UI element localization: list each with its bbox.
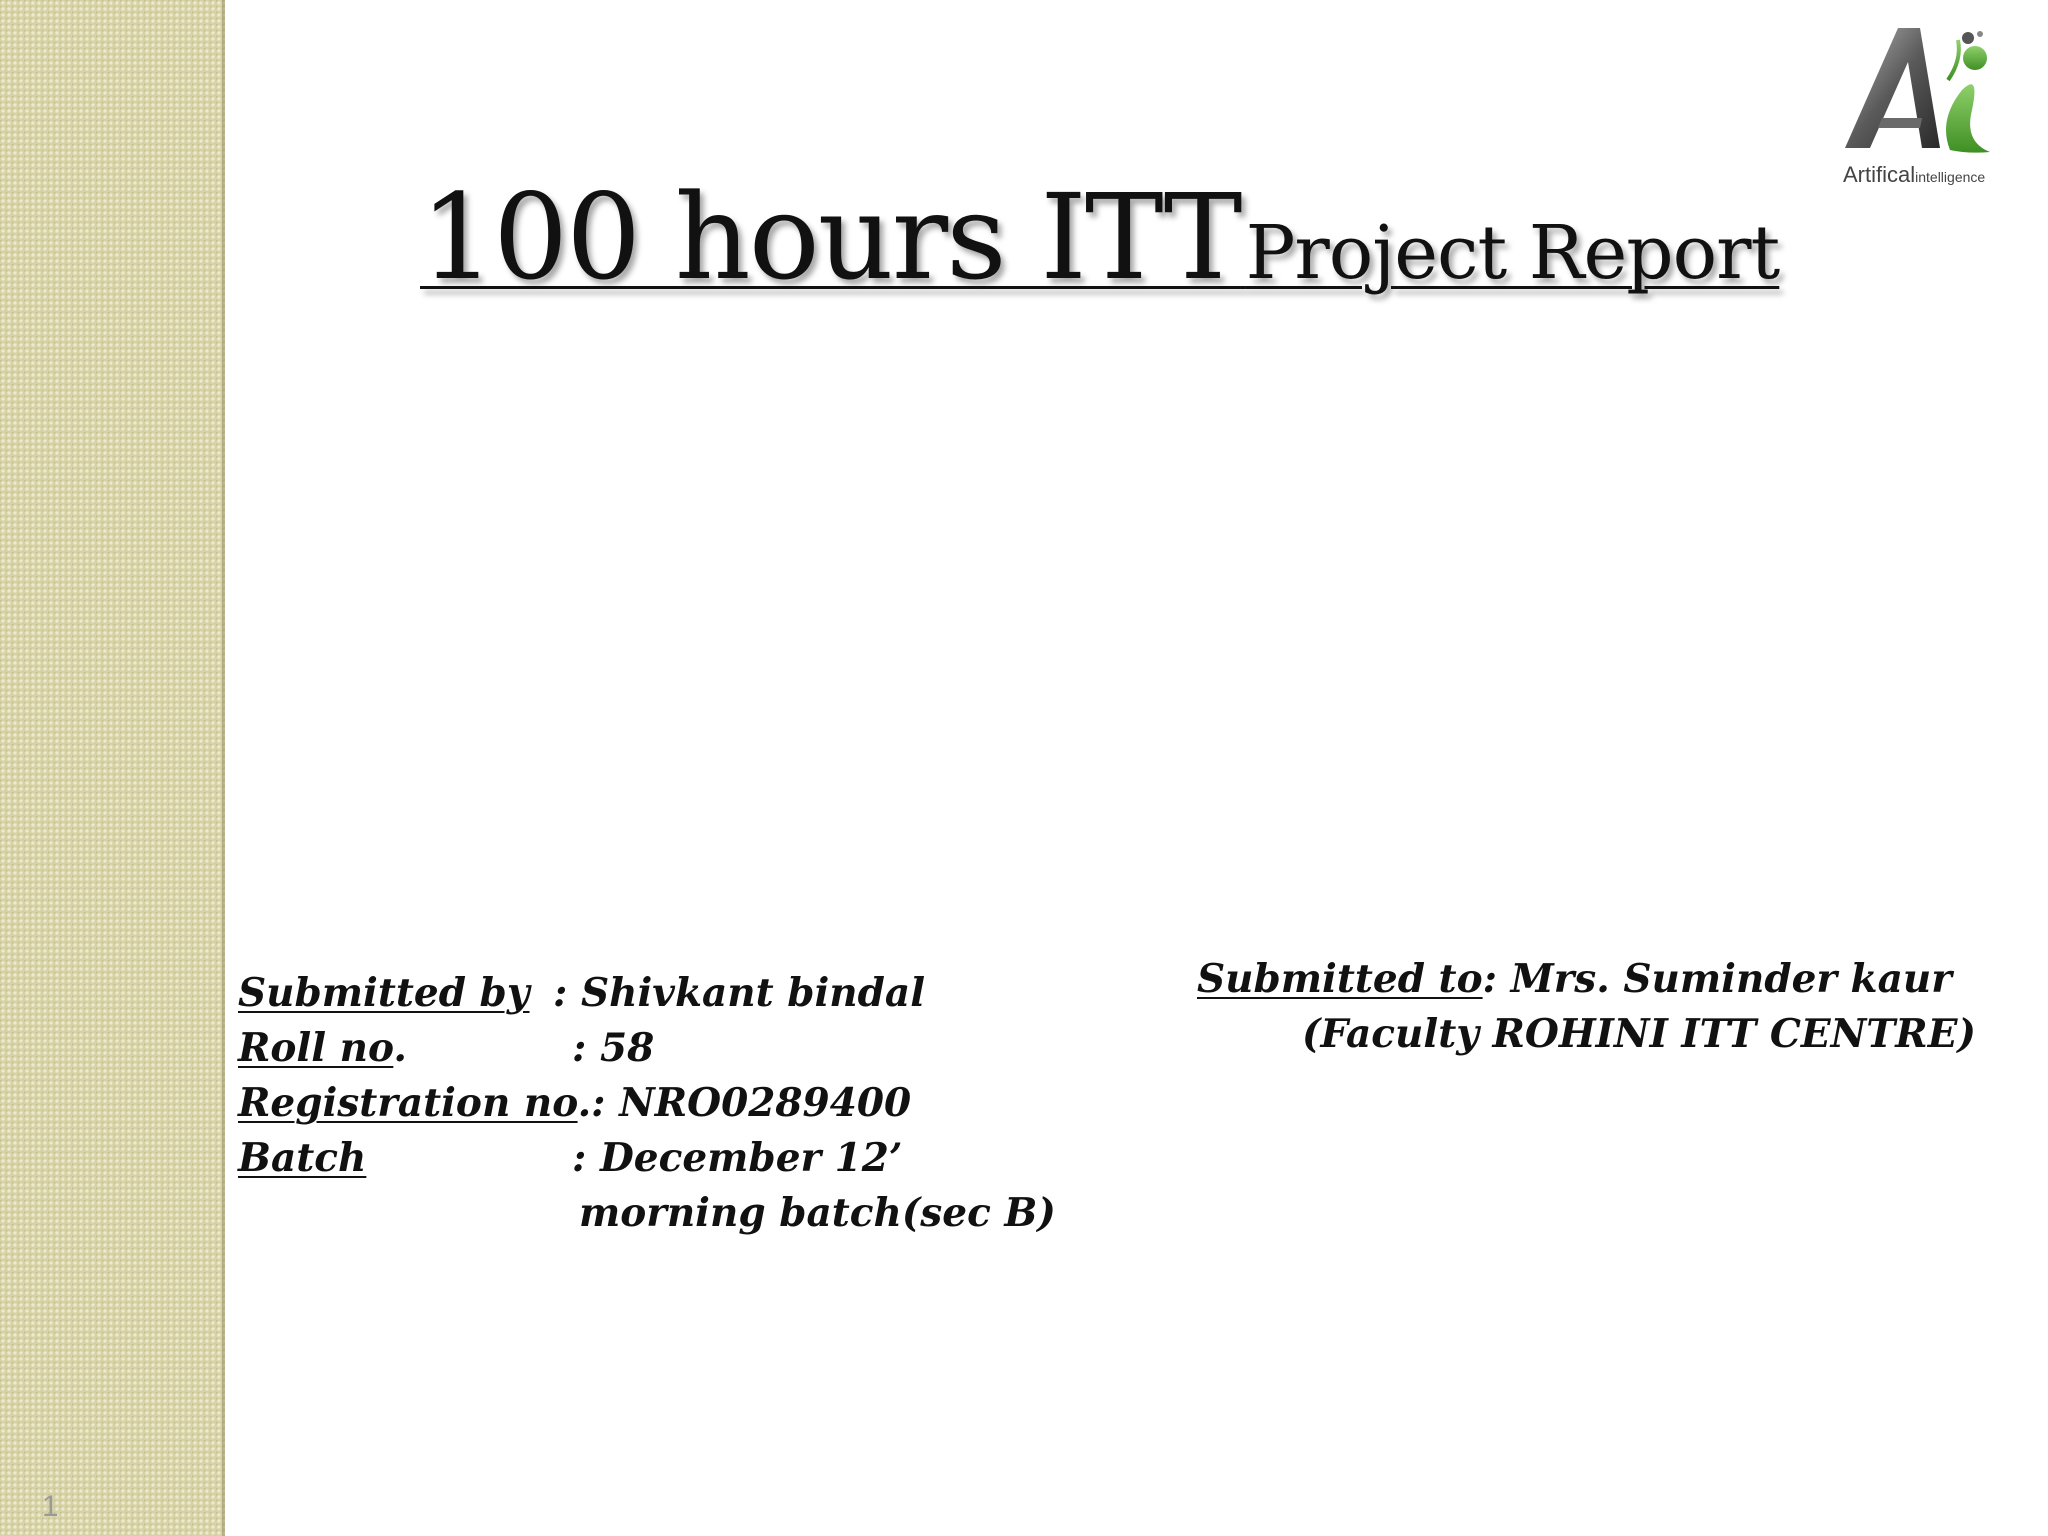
faculty-name: : Mrs. Suminder kaur [1482,956,1952,1002]
batch-row-continued [238,1186,1056,1241]
roll-no-label: Roll no [238,1025,394,1071]
logo-word-intelligence: intelligence [1915,169,1986,185]
registration-row [238,1076,911,1131]
batch-label: Batch [238,1135,367,1181]
logo-caption [1843,162,1985,188]
slide-number: 1 [42,1490,59,1523]
batch-value-continued: morning batch(sec B) [579,1190,1056,1236]
submitted-by-row [238,966,926,1021]
submitted-by-label: Submitted by [238,970,530,1016]
registration-label: Registration no [238,1080,578,1126]
logo-word-artifical: Artifical [1843,162,1916,187]
faculty-affiliation: (Faculty ROHINI ITT CENTRE) [1302,1011,1976,1057]
page-title [420,168,1779,306]
roll-no-row [238,1021,911,1076]
title-main: 100 hours ITT [420,168,1241,306]
title-sub: Project Report [1245,210,1780,296]
submitted-to-block [1197,952,1976,1062]
student-name: : Shivkant bindal [553,970,926,1016]
submitted-to-label: Submitted to [1197,956,1483,1002]
submitted-by-block [238,966,1056,1241]
roll-no-value: : 58 [572,1025,655,1071]
batch-value: : December 12’ [572,1135,903,1181]
roll-no-dot: . [393,1025,407,1071]
batch-row [238,1131,911,1186]
registration-value: .: NRO0289400 [577,1080,912,1126]
submitted-to-row [1197,952,1976,1007]
decorative-sidebar [0,0,225,1536]
